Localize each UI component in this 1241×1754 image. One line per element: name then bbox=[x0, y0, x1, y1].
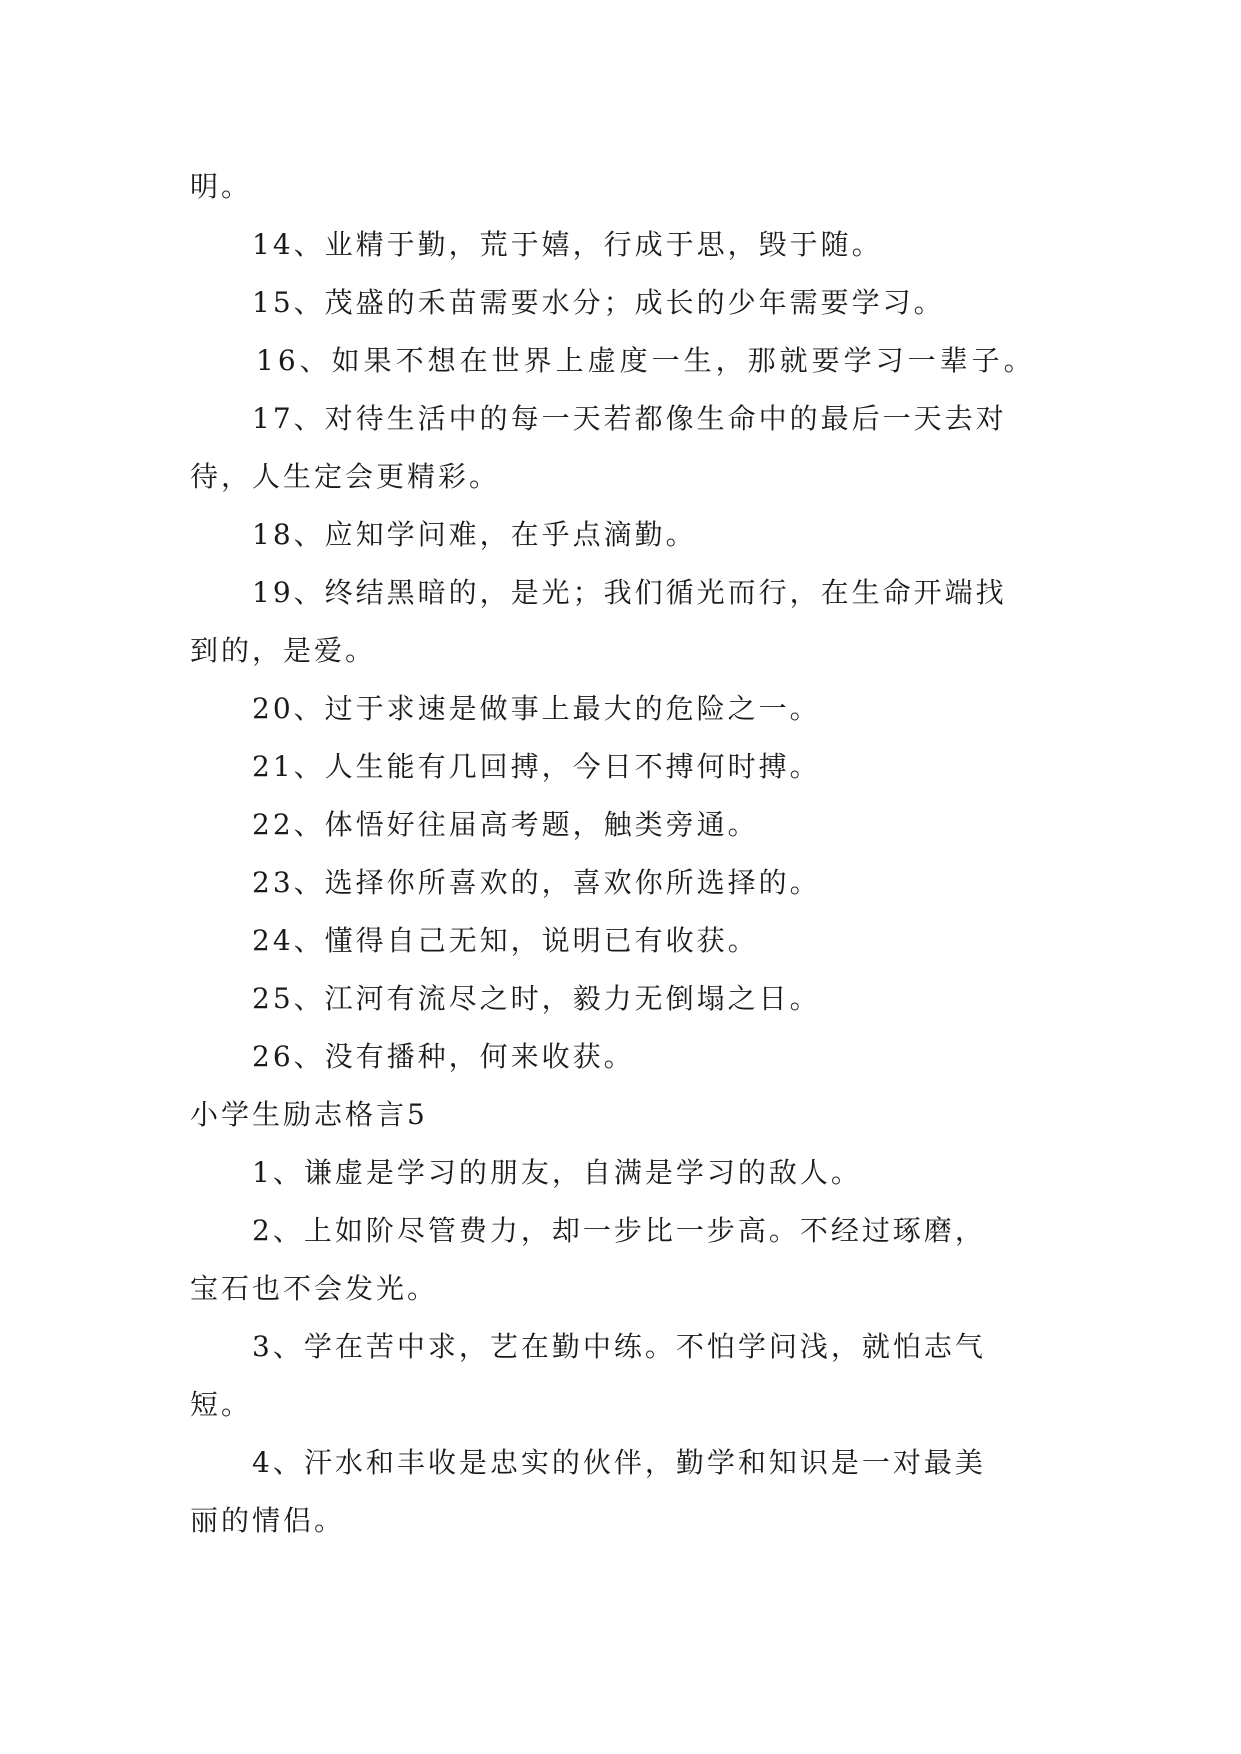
document-body bbox=[190, 158, 1070, 1550]
text-line: 宝石也不会发光。 bbox=[190, 1272, 439, 1305]
list-item: 22、体悟好往届高考题，触类旁通。 bbox=[252, 808, 759, 841]
list-item: 2、上如阶尽管费力，却一步比一步高。不经过琢磨， bbox=[252, 1214, 986, 1247]
list-item: 24、懂得自己无知，说明已有收获。 bbox=[252, 924, 759, 957]
list-item: 23、选择你所喜欢的，喜欢你所选择的。 bbox=[252, 866, 821, 899]
list-item: 19、终结黑暗的，是光；我们循光而行，在生命开端找 bbox=[252, 576, 1007, 609]
text-line: 短。 bbox=[190, 1388, 253, 1421]
list-item: 1、谦虚是学习的朋友，自满是学习的敌人。 bbox=[252, 1156, 862, 1189]
section-heading: 小学生励志格言5 bbox=[190, 1098, 428, 1131]
list-item: 21、人生能有几回搏，今日不搏何时搏。 bbox=[252, 750, 821, 783]
list-item: 17、对待生活中的每一天若都像生命中的最后一天去对 bbox=[252, 402, 1007, 435]
list-item: 4、汗水和丰收是忠实的伙伴，勤学和知识是一对最美 bbox=[252, 1446, 986, 1479]
list-item: 14、业精于勤，荒于嬉，行成于思，毁于随。 bbox=[252, 228, 883, 261]
text-line: 待，人生定会更精彩。 bbox=[190, 460, 501, 493]
list-item: 3、学在苦中求，艺在勤中练。不怕学问浅，就怕志气 bbox=[252, 1330, 986, 1363]
text-line: 到的，是爱。 bbox=[190, 634, 377, 667]
list-item: 18、应知学问难，在乎点滴勤。 bbox=[252, 518, 697, 551]
text-line: 明。 bbox=[190, 170, 253, 203]
list-item: 25、江河有流尽之时，毅力无倒塌之日。 bbox=[252, 982, 821, 1015]
list-item: 15、茂盛的禾苗需要水分；成长的少年需要学习。 bbox=[252, 286, 945, 319]
list-item: 20、过于求速是做事上最大的危险之一。 bbox=[252, 692, 821, 725]
list-item: 16、如果不想在世界上虚度一生，那就要学习一辈子。 bbox=[256, 344, 1036, 377]
text-line: 丽的情侣。 bbox=[190, 1504, 346, 1537]
list-item: 26、没有播种，何来收获。 bbox=[252, 1040, 635, 1073]
